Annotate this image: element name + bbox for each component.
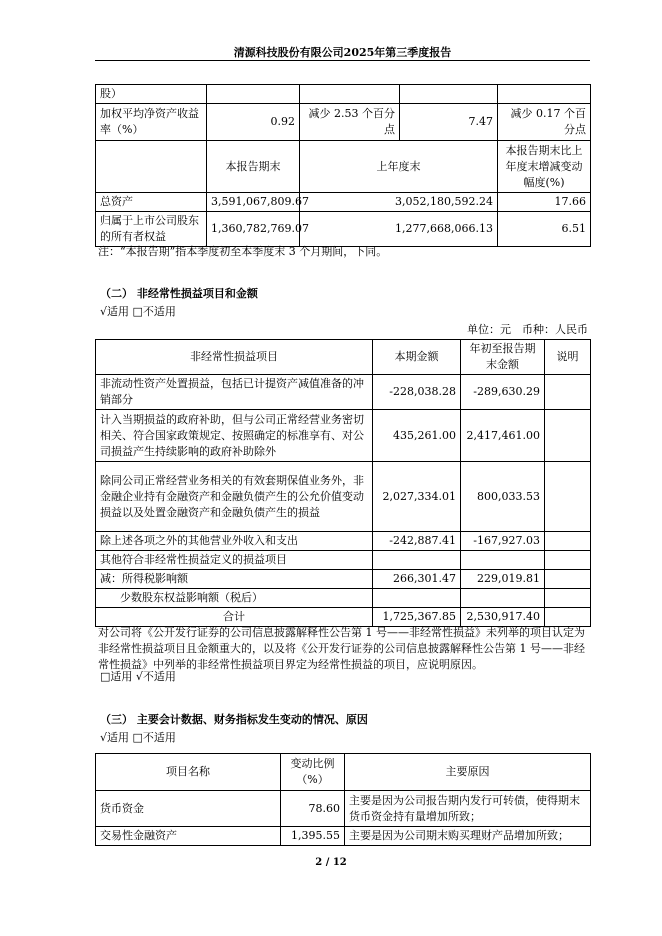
cell-value: 1,360,782,769.07 xyxy=(207,212,300,247)
col-header-item: 项目名称 xyxy=(96,754,281,791)
cell-ytd: 2,417,461.00 xyxy=(461,410,545,462)
total-label: 合计 xyxy=(96,608,373,627)
table-row xyxy=(96,462,591,532)
section-title: （三） 主要会计数据、财务指标发生变动的情况、原因 xyxy=(100,713,368,726)
cell-current: 2,027,334.01 xyxy=(373,462,461,532)
row-item: 交易性金融资产 xyxy=(96,827,281,846)
row-item: 除同公司正常经营业务相关的有效套期保值业务外，非金融企业持有金融资产和金融负债产生的公允价值变动损益以及处置金融资产和金融负债产生的损益 xyxy=(96,462,373,532)
row-item: 少数股东权益影响额（税后） xyxy=(96,589,373,608)
changes-table xyxy=(95,753,591,846)
header-rule xyxy=(95,60,590,61)
row-item: 除上述各项之外的其他营业外收入和支出 xyxy=(96,532,373,551)
table-row xyxy=(96,104,591,141)
table-note: 注：“本报告期”指本季度初至本季度末 3 个月期间，下同。 xyxy=(98,245,388,258)
total-current: 1,725,367.85 xyxy=(373,608,461,627)
applicable-checkbox: √适用 □不适用 xyxy=(100,731,176,744)
cell-value: 6.51 xyxy=(498,212,591,247)
col-header-change: 本报告期末比上年度末增减变动幅度(%) xyxy=(498,141,591,193)
cell-reason: 主要是因为公司期末购买理财产品增加所致； xyxy=(345,827,591,846)
page-header-title: 清源科技股份有限公司2025年第三季度报告 xyxy=(233,46,452,59)
row-label: 加权平均净资产收益率（%） xyxy=(96,104,207,141)
col-header-last-year: 上年度末 xyxy=(300,141,498,193)
cell-ratio: 78.60 xyxy=(281,791,345,827)
cell-note xyxy=(545,375,591,410)
table-row xyxy=(96,551,591,570)
table-row xyxy=(96,375,591,410)
table-row xyxy=(96,85,591,104)
table-row xyxy=(96,570,591,589)
cell-current: -242,887.41 xyxy=(373,532,461,551)
table-header-row xyxy=(96,754,591,791)
cell-current xyxy=(373,589,461,608)
cell-change: 减少 0.17 个百分点 xyxy=(498,104,591,141)
table-row xyxy=(96,410,591,462)
cell-note xyxy=(545,532,591,551)
cell-note xyxy=(545,462,591,532)
table-row xyxy=(96,532,591,551)
cell-value: 3,052,180,592.24 xyxy=(300,193,498,212)
table-row xyxy=(96,193,591,212)
table-row xyxy=(96,212,591,247)
cell-current: -228,038.28 xyxy=(373,375,461,410)
col-header-ytd: 年初至报告期末金额 xyxy=(461,340,545,375)
cell-change: 减少 2.53 个百分点 xyxy=(300,104,400,141)
row-item: 减：所得税影响额 xyxy=(96,570,373,589)
applicable-checkbox: √适用 □不适用 xyxy=(100,305,176,318)
col-header-current: 本报告期末 xyxy=(207,141,300,193)
section-title: （二） 非经常性损益项目和金额 xyxy=(100,287,258,300)
col-header-ratio: 变动比例（%） xyxy=(281,754,345,791)
page-number: 2 / 12 xyxy=(315,857,347,868)
cell-ytd: -289,630.29 xyxy=(461,375,545,410)
applicable-checkbox: □适用 √不适用 xyxy=(100,670,176,683)
table-header-row xyxy=(96,340,591,375)
cell-note xyxy=(545,570,591,589)
cell-value: 1,277,668,066.13 xyxy=(300,212,498,247)
cell-value: 0.92 xyxy=(207,104,300,141)
table-header-row xyxy=(96,141,591,193)
cell-note xyxy=(545,589,591,608)
cell-ytd: 229,019.81 xyxy=(461,570,545,589)
cell-current xyxy=(373,551,461,570)
cell-reason: 主要是因为公司报告期内发行可转债，使得期末货币资金持有量增加所致； xyxy=(345,791,591,827)
cell-value: 3,591,067,809.67 xyxy=(207,193,300,212)
table-total-row xyxy=(96,608,591,627)
cell-ytd: -167,927.03 xyxy=(461,532,545,551)
cell-current: 435,261.00 xyxy=(373,410,461,462)
col-header-note: 说明 xyxy=(545,340,591,375)
row-label: 归属于上市公司股东的所有者权益 xyxy=(96,212,207,247)
table-row xyxy=(96,827,591,846)
explanation-paragraph: 对公司将《公开发行证券的公司信息披露解释性公告第 1 号——非经常性损益》未列举的项目认定为非经常性损益项目且金额重大的，以及将《公开发行证券的公司信息披露解释性公告第 1 号——非经常性损益》中列举的非经常性损益项目界定为经常性损益的项目，应说明原因。 xyxy=(98,626,585,671)
row-item: 货币资金 xyxy=(96,791,281,827)
cell-current: 266,301.47 xyxy=(373,570,461,589)
table-row xyxy=(96,589,591,608)
cell-value: 7.47 xyxy=(400,104,498,141)
table-row xyxy=(96,791,591,827)
cell-note xyxy=(545,410,591,462)
row-label: 总资产 xyxy=(96,193,207,212)
cell-ratio: 1,395.55 xyxy=(281,827,345,846)
col-header-reason: 主要原因 xyxy=(345,754,591,791)
key-indicators-table xyxy=(95,84,591,247)
col-header-item: 非经常性损益项目 xyxy=(96,340,373,375)
cell-value: 17.66 xyxy=(498,193,591,212)
row-item: 计入当期损益的政府补助，但与公司正常经营业务密切相关、符合国家政策规定、按照确定的标准享有、对公司损益产生持续影响的政府补助除外 xyxy=(96,410,373,462)
total-ytd: 2,530,917.40 xyxy=(461,608,545,627)
row-item: 其他符合非经常性损益定义的损益项目 xyxy=(96,551,373,570)
row-label: 股） xyxy=(96,85,207,104)
cell-note xyxy=(545,551,591,570)
non-recurring-table xyxy=(95,339,591,627)
cell-ytd xyxy=(461,589,545,608)
col-header-current: 本期金额 xyxy=(373,340,461,375)
cell-ytd xyxy=(461,551,545,570)
row-item: 非流动性资产处置损益，包括已计提资产减值准备的冲销部分 xyxy=(96,375,373,410)
unit-label: 单位：元 币种：人民币 xyxy=(467,323,588,336)
cell-ytd: 800,033.53 xyxy=(461,462,545,532)
